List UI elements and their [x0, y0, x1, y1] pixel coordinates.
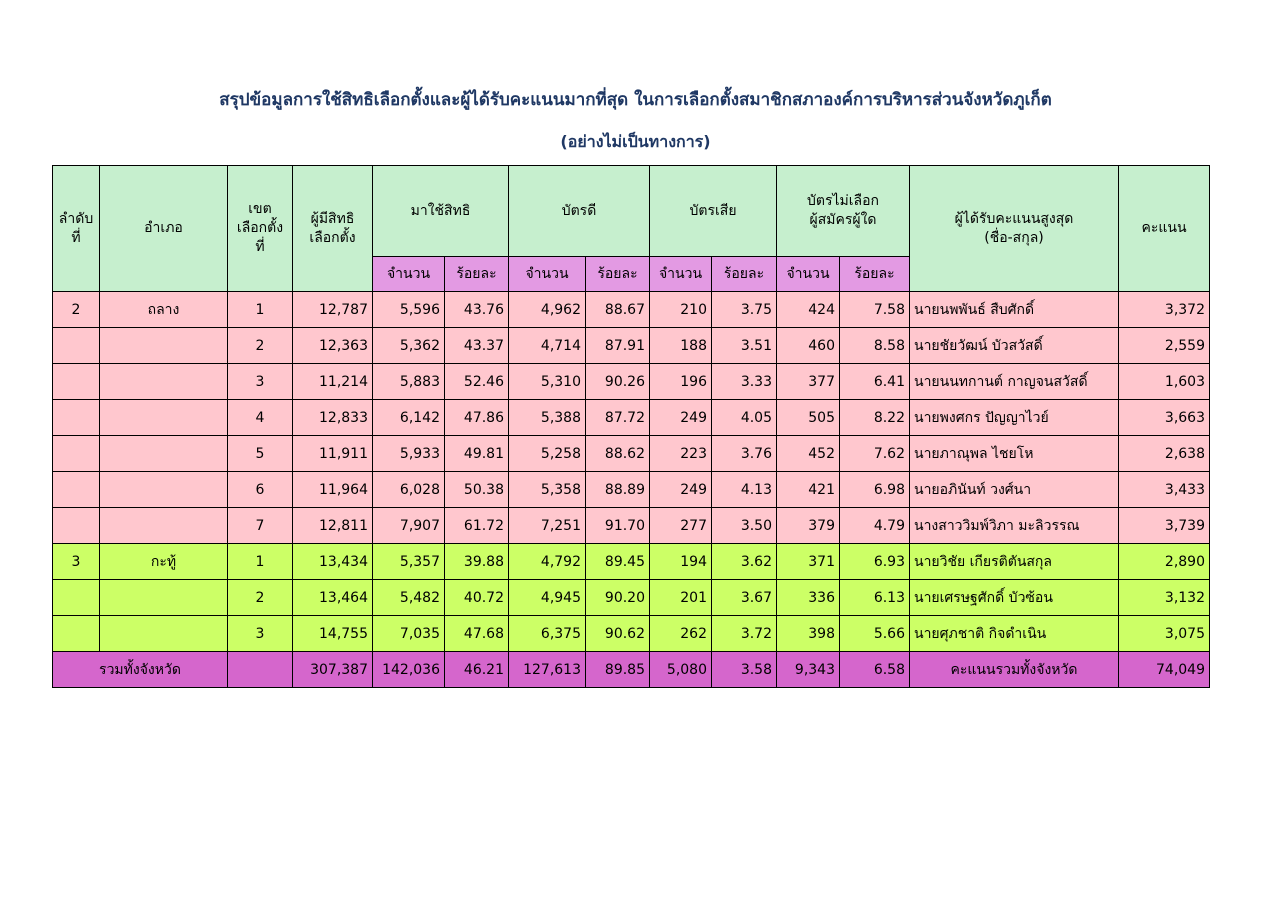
cell-winner: นายภาณุพล ไชยโห: [910, 436, 1119, 472]
subheader-percent: ร้อยละ: [712, 257, 777, 292]
table-row: [53, 508, 1210, 544]
cell-district: [100, 472, 228, 508]
total-good-pct: 89.85: [586, 652, 650, 688]
cell-winner: นางสาววิมพ์วิภา มะลิวรรณ: [910, 508, 1119, 544]
table-row: [53, 292, 1210, 328]
cell-zone: 5: [228, 436, 293, 472]
cell-score: 3,433: [1119, 472, 1210, 508]
cell-turnout: 5,357: [373, 544, 445, 580]
cell-turnout: 5,883: [373, 364, 445, 400]
cell-zone: 6: [228, 472, 293, 508]
cell-district: [100, 328, 228, 364]
cell-district: [100, 364, 228, 400]
cell-eligible: 14,755: [293, 616, 373, 652]
cell-turnout-pct: 43.76: [445, 292, 509, 328]
cell-bad: 196: [650, 364, 712, 400]
cell-bad-pct: 3.67: [712, 580, 777, 616]
cell-winner: นายวิชัย เกียรติตันสกุล: [910, 544, 1119, 580]
cell-rank: 2: [53, 292, 100, 328]
cell-good: 4,792: [509, 544, 586, 580]
cell-score: 2,559: [1119, 328, 1210, 364]
table-row: [53, 616, 1210, 652]
cell-winner: นายนพพันธ์ สืบศักดิ์: [910, 292, 1119, 328]
page-title: สรุปข้อมูลการใช้สิทธิเลือกตั้งและผู้ได้รับคะแนนมากที่สุด ในการเลือกตั้งสมาชิกสภาองค์การบริหารส่วนจังหวัดภูเก็ต: [219, 90, 1052, 110]
cell-novote-pct: 6.13: [840, 580, 910, 616]
header-no-vote: บัตรไม่เลือก ผู้สมัครผู้ใด: [777, 166, 910, 257]
table-row: [53, 580, 1210, 616]
subheader-count: จำนวน: [650, 257, 712, 292]
cell-turnout-pct: 40.72: [445, 580, 509, 616]
cell-bad: 262: [650, 616, 712, 652]
cell-turnout: 5,362: [373, 328, 445, 364]
cell-good-pct: 87.91: [586, 328, 650, 364]
cell-turnout-pct: 52.46: [445, 364, 509, 400]
cell-bad-pct: 3.72: [712, 616, 777, 652]
cell-zone: 4: [228, 400, 293, 436]
header-rank: ลำดับ ที่: [53, 166, 100, 292]
cell-score: 3,739: [1119, 508, 1210, 544]
cell-winner: นายนนทกานต์ กาญจนสวัสดิ์: [910, 364, 1119, 400]
cell-novote: 424: [777, 292, 840, 328]
cell-good: 5,310: [509, 364, 586, 400]
total-turnout-pct: 46.21: [445, 652, 509, 688]
cell-good: 6,375: [509, 616, 586, 652]
cell-bad-pct: 3.75: [712, 292, 777, 328]
cell-eligible: 13,434: [293, 544, 373, 580]
total-turnout: 142,036: [373, 652, 445, 688]
total-good: 127,613: [509, 652, 586, 688]
cell-rank: 3: [53, 544, 100, 580]
cell-novote-pct: 8.58: [840, 328, 910, 364]
cell-eligible: 11,964: [293, 472, 373, 508]
cell-rank: [53, 364, 100, 400]
cell-turnout: 6,028: [373, 472, 445, 508]
cell-district: [100, 400, 228, 436]
cell-score: 1,603: [1119, 364, 1210, 400]
cell-eligible: 12,787: [293, 292, 373, 328]
cell-eligible: 12,833: [293, 400, 373, 436]
header-bad-ballots: บัตรเสีย: [650, 166, 777, 257]
cell-good: 5,388: [509, 400, 586, 436]
cell-zone: 2: [228, 580, 293, 616]
cell-district: กะทู้: [100, 544, 228, 580]
cell-district: [100, 580, 228, 616]
cell-zone: 1: [228, 544, 293, 580]
table-row: [53, 364, 1210, 400]
cell-good: 5,358: [509, 472, 586, 508]
cell-turnout-pct: 49.81: [445, 436, 509, 472]
election-results-table: [52, 165, 1210, 688]
total-bad: 5,080: [650, 652, 712, 688]
cell-bad: 223: [650, 436, 712, 472]
cell-novote-pct: 7.58: [840, 292, 910, 328]
header-eligible: ผู้มีสิทธิ เลือกตั้ง: [293, 166, 373, 292]
cell-good: 7,251: [509, 508, 586, 544]
cell-winner: นายชัยวัฒน์ บัวสวัสดิ์: [910, 328, 1119, 364]
cell-score: 3,075: [1119, 616, 1210, 652]
cell-bad-pct: 3.76: [712, 436, 777, 472]
cell-novote: 398: [777, 616, 840, 652]
cell-novote: 336: [777, 580, 840, 616]
cell-zone: 1: [228, 292, 293, 328]
table-body: [53, 292, 1210, 688]
cell-turnout: 5,933: [373, 436, 445, 472]
cell-zone: 2: [228, 328, 293, 364]
cell-good-pct: 90.26: [586, 364, 650, 400]
cell-bad: 249: [650, 400, 712, 436]
cell-turnout-pct: 47.68: [445, 616, 509, 652]
table-row: [53, 436, 1210, 472]
cell-district: [100, 616, 228, 652]
cell-good-pct: 89.45: [586, 544, 650, 580]
subheader-count: จำนวน: [777, 257, 840, 292]
cell-district: [100, 436, 228, 472]
cell-novote: 371: [777, 544, 840, 580]
cell-turnout-pct: 61.72: [445, 508, 509, 544]
header-score: คะแนน: [1119, 166, 1210, 292]
cell-turnout-pct: 47.86: [445, 400, 509, 436]
cell-rank: [53, 436, 100, 472]
cell-district: ถลาง: [100, 292, 228, 328]
cell-bad: 249: [650, 472, 712, 508]
cell-novote-pct: 7.62: [840, 436, 910, 472]
cell-zone: 3: [228, 616, 293, 652]
table-row: [53, 472, 1210, 508]
cell-winner: นายศุภชาติ กิจดำเนิน: [910, 616, 1119, 652]
cell-bad: 210: [650, 292, 712, 328]
cell-novote-pct: 6.93: [840, 544, 910, 580]
cell-score: 3,132: [1119, 580, 1210, 616]
cell-rank: [53, 616, 100, 652]
table-row: [53, 544, 1210, 580]
header-good-ballots: บัตรดี: [509, 166, 650, 257]
cell-turnout: 7,907: [373, 508, 445, 544]
cell-district: [100, 508, 228, 544]
cell-good-pct: 90.20: [586, 580, 650, 616]
cell-winner: นายอภินันท์ วงศ์นา: [910, 472, 1119, 508]
total-score: 74,049: [1119, 652, 1210, 688]
cell-rank: [53, 508, 100, 544]
cell-zone: 7: [228, 508, 293, 544]
cell-novote: 379: [777, 508, 840, 544]
cell-novote: 505: [777, 400, 840, 436]
header-district: อำเภอ: [100, 166, 228, 292]
cell-good: 4,945: [509, 580, 586, 616]
page-subtitle: (อย่างไม่เป็นทางการ): [560, 132, 711, 151]
cell-bad: 277: [650, 508, 712, 544]
cell-bad: 194: [650, 544, 712, 580]
cell-turnout: 6,142: [373, 400, 445, 436]
cell-good: 4,714: [509, 328, 586, 364]
header-zone: เขต เลือกตั้ง ที่: [228, 166, 293, 292]
header-winner: ผู้ได้รับคะแนนสูงสุด (ชื่อ-สกุล): [910, 166, 1119, 292]
cell-winner: นายพงศกร ปัญญาไวย์: [910, 400, 1119, 436]
cell-eligible: 12,363: [293, 328, 373, 364]
cell-novote-pct: 6.41: [840, 364, 910, 400]
subheader-count: จำนวน: [509, 257, 586, 292]
cell-good-pct: 88.89: [586, 472, 650, 508]
cell-bad-pct: 4.13: [712, 472, 777, 508]
subheader-count: จำนวน: [373, 257, 445, 292]
cell-rank: [53, 400, 100, 436]
cell-bad-pct: 3.50: [712, 508, 777, 544]
cell-novote-pct: 5.66: [840, 616, 910, 652]
cell-good-pct: 88.62: [586, 436, 650, 472]
cell-bad: 201: [650, 580, 712, 616]
cell-eligible: 11,911: [293, 436, 373, 472]
cell-good-pct: 88.67: [586, 292, 650, 328]
table-row: [53, 400, 1210, 436]
cell-good-pct: 87.72: [586, 400, 650, 436]
cell-eligible: 13,464: [293, 580, 373, 616]
cell-score: 2,890: [1119, 544, 1210, 580]
cell-bad-pct: 3.62: [712, 544, 777, 580]
cell-novote-pct: 8.22: [840, 400, 910, 436]
cell-turnout: 7,035: [373, 616, 445, 652]
cell-bad-pct: 3.33: [712, 364, 777, 400]
subheader-percent: ร้อยละ: [586, 257, 650, 292]
cell-eligible: 12,811: [293, 508, 373, 544]
total-novote: 9,343: [777, 652, 840, 688]
total-score-label: คะแนนรวมทั้งจังหวัด: [910, 652, 1119, 688]
cell-rank: [53, 328, 100, 364]
cell-turnout-pct: 50.38: [445, 472, 509, 508]
cell-turnout-pct: 43.37: [445, 328, 509, 364]
cell-novote-pct: 6.98: [840, 472, 910, 508]
table-header: [53, 166, 1210, 292]
cell-good-pct: 90.62: [586, 616, 650, 652]
cell-bad-pct: 4.05: [712, 400, 777, 436]
cell-turnout: 5,482: [373, 580, 445, 616]
subheader-percent: ร้อยละ: [840, 257, 910, 292]
cell-score: 3,663: [1119, 400, 1210, 436]
total-eligible: 307,387: [293, 652, 373, 688]
cell-bad: 188: [650, 328, 712, 364]
table-row: [53, 328, 1210, 364]
cell-novote: 460: [777, 328, 840, 364]
total-row: [53, 652, 1210, 688]
cell-score: 2,638: [1119, 436, 1210, 472]
cell-turnout-pct: 39.88: [445, 544, 509, 580]
cell-novote-pct: 4.79: [840, 508, 910, 544]
cell-novote: 452: [777, 436, 840, 472]
cell-novote: 377: [777, 364, 840, 400]
cell-good: 5,258: [509, 436, 586, 472]
cell-novote: 421: [777, 472, 840, 508]
cell-good: 4,962: [509, 292, 586, 328]
total-novote-pct: 6.58: [840, 652, 910, 688]
cell-good-pct: 91.70: [586, 508, 650, 544]
cell-turnout: 5,596: [373, 292, 445, 328]
subheader-percent: ร้อยละ: [445, 257, 509, 292]
cell-rank: [53, 472, 100, 508]
total-empty-cell: [228, 652, 293, 688]
total-label: รวมทั้งจังหวัด: [53, 652, 228, 688]
cell-zone: 3: [228, 364, 293, 400]
cell-eligible: 11,214: [293, 364, 373, 400]
cell-bad-pct: 3.51: [712, 328, 777, 364]
header-turnout: มาใช้สิทธิ: [373, 166, 509, 257]
cell-rank: [53, 580, 100, 616]
cell-winner: นายเศรษฐศักดิ์ บัวซ้อน: [910, 580, 1119, 616]
cell-score: 3,372: [1119, 292, 1210, 328]
total-bad-pct: 3.58: [712, 652, 777, 688]
